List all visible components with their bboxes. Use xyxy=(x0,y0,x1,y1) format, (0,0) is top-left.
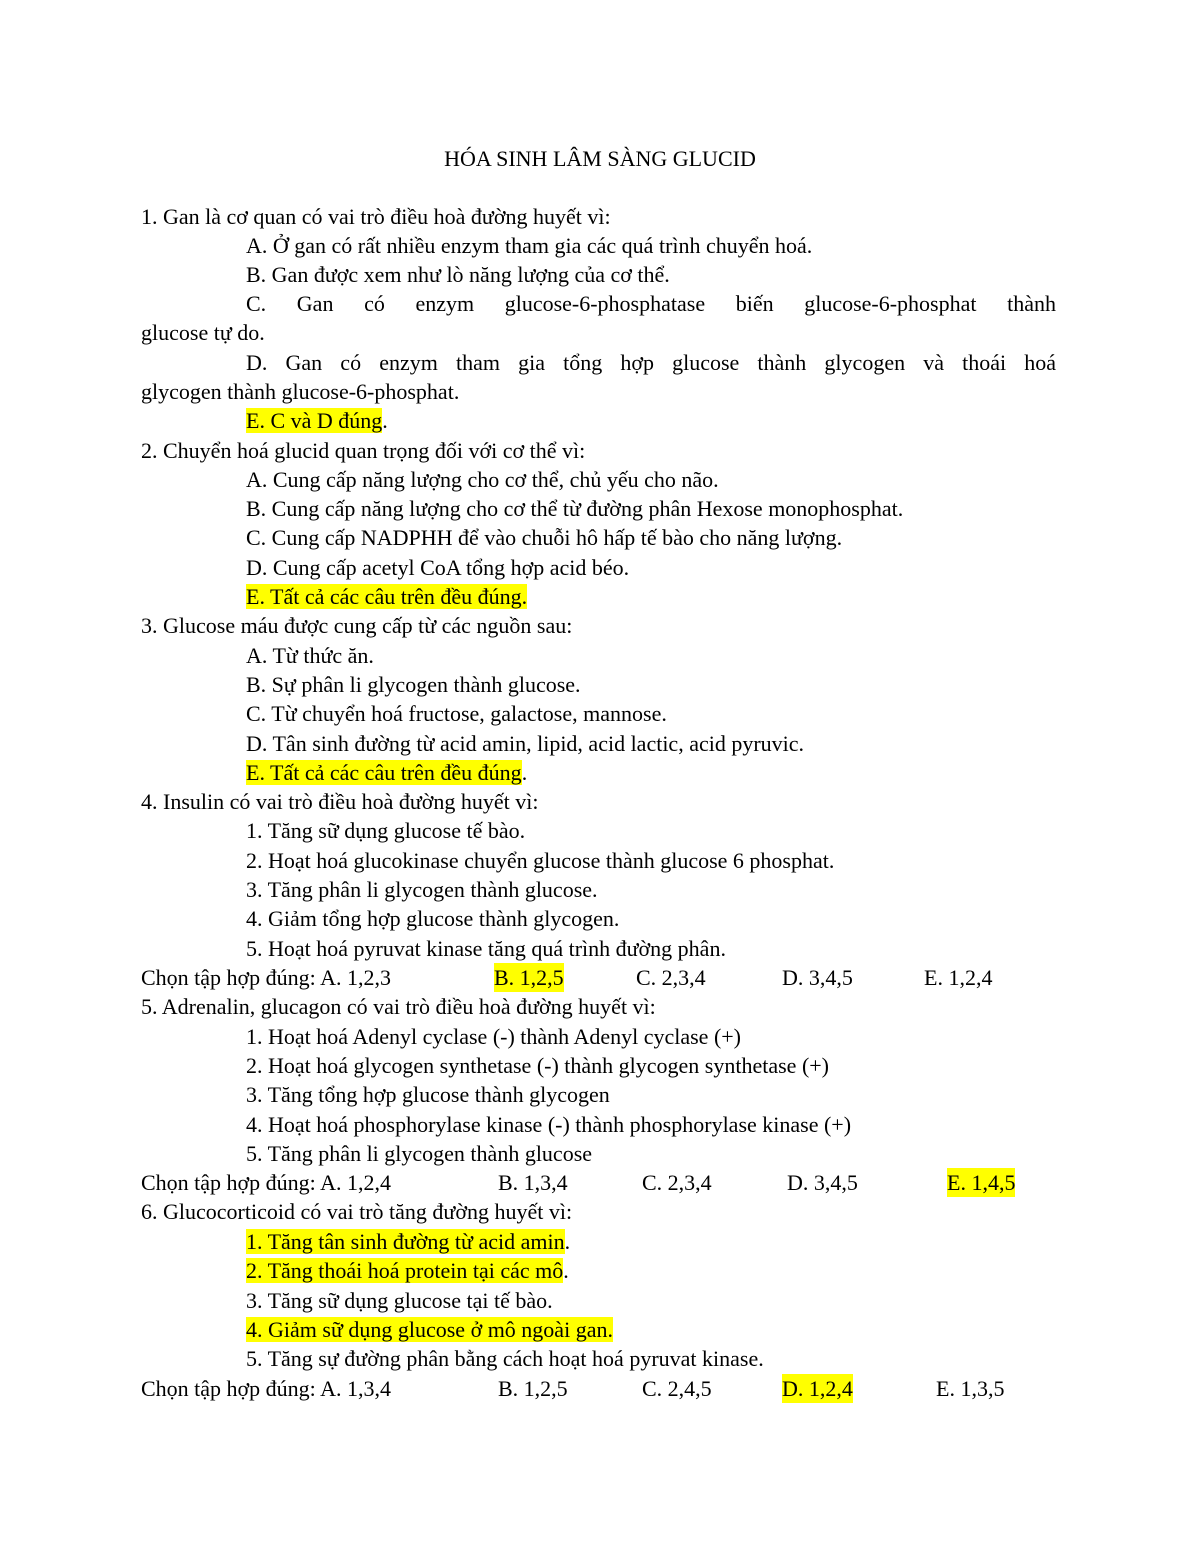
answer-d: D. 3,4,5 xyxy=(787,1170,858,1195)
question-4-item-1: 1. Tăng sữ dụng glucose tế bào. xyxy=(246,818,526,843)
answer-choose-a: Chọn tập hợp đúng: A. 1,3,4 xyxy=(141,1376,391,1401)
question-6-item-5: 5. Tăng sự đường phân bằng cách hoạt hoá pyruvat kinase. xyxy=(246,1346,764,1371)
question-1-option-c-line1: C. Gan có enzym glucose-6-phosphatase biến glucose-6-phosphat thành xyxy=(246,291,1056,316)
question-5-stem: 5. Adrenalin, glucagon có vai trò điều hoà đường huyết vì: xyxy=(141,994,656,1019)
question-1-option-e: E. C và D đúng. xyxy=(246,408,388,433)
question-1-option-b: B. Gan được xem như lò năng lượng của cơ thể. xyxy=(246,262,670,287)
answer-c: C. 2,3,4 xyxy=(636,965,706,990)
question-1-option-d-line2: glycogen thành glucose-6-phosphat. xyxy=(141,379,460,404)
question-6-item-4 xyxy=(246,1315,613,1344)
answer-b: B. 1,2,5 xyxy=(498,1376,568,1401)
question-1-option-a: A. Ở gan có rất nhiều enzym tham gia các quá trình chuyển hoá. xyxy=(246,233,813,258)
answer-highlight: E. 1,4,5 xyxy=(947,1170,1016,1195)
question-6-stem: 6. Glucocorticoid có vai trò tăng đường huyết vì: xyxy=(141,1199,573,1224)
question-4-item-3: 3. Tăng phân li glycogen thành glucose. xyxy=(246,877,598,902)
question-3-option-e: E. Tất cả các câu trên đều đúng. xyxy=(246,760,528,785)
question-2-option-d: D. Cung cấp acetyl CoA tổng hợp acid béo. xyxy=(246,555,630,580)
answer-e: E. 1,3,5 xyxy=(936,1376,1005,1401)
page-title: HÓA SINH LÂM SÀNG GLUCID xyxy=(444,146,756,171)
question-2-option-a: A. Cung cấp năng lượng cho cơ thể, chủ yếu cho não. xyxy=(246,467,719,492)
question-3-option-d: D. Tân sinh đường từ acid amin, lipid, acid lactic, acid pyruvic. xyxy=(246,731,805,756)
answer-highlight: E. Tất cả các câu trên đều đúng xyxy=(246,760,522,785)
question-1-option-c-line2: glucose tự do. xyxy=(141,320,265,345)
answer-c: C. 2,4,5 xyxy=(642,1376,712,1401)
question-5-item-1: 1. Hoạt hoá Adenyl cyclase (-) thành Adenyl cyclase (+) xyxy=(246,1024,742,1049)
question-4-item-2: 2. Hoạt hoá glucokinase chuyển glucose thành glucose 6 phosphat. xyxy=(246,848,835,873)
question-1-option-d-line1: D. Gan có enzym tham gia tổng hợp glucose thành glycogen và thoái hoá xyxy=(246,350,1056,375)
answer-highlight: D. 1,2,4 xyxy=(782,1376,853,1401)
question-5-item-3: 3. Tăng tổng hợp glucose thành glycogen xyxy=(246,1082,610,1107)
question-5-answer-row xyxy=(141,1168,1061,1197)
question-6-answer-row xyxy=(141,1374,1061,1403)
answer-highlight: 1. Tăng tân sinh đường từ acid amin xyxy=(246,1229,565,1254)
question-2-stem: 2. Chuyển hoá glucid quan trọng đối với cơ thể vì: xyxy=(141,438,586,463)
question-5-item-5: 5. Tăng phân li glycogen thành glucose xyxy=(246,1141,593,1166)
question-3-option-c: C. Từ chuyển hoá fructose, galactose, mannose. xyxy=(246,701,667,726)
answer-highlight: 4. Giảm sữ dụng glucose ở mô ngoài gan. xyxy=(246,1317,613,1342)
question-3-option-b: B. Sự phân li glycogen thành glucose. xyxy=(246,672,581,697)
answer-choose-a: Chọn tập hợp đúng: A. 1,2,3 xyxy=(141,965,391,990)
question-6-item-2: 2. Tăng thoái hoá protein tại các mô. xyxy=(246,1258,569,1283)
answer-highlight: E. Tất cả các câu trên đều đúng. xyxy=(246,584,528,609)
question-4-answer-row xyxy=(141,963,1061,992)
question-6-item-3: 3. Tăng sữ dụng glucose tại tế bào. xyxy=(246,1288,553,1313)
question-4-stem: 4. Insulin có vai trò điều hoà đường huyết vì: xyxy=(141,789,539,814)
question-2-option-b: B. Cung cấp năng lượng cho cơ thể từ đường phân Hexose monophosphat. xyxy=(246,496,904,521)
answer-highlight: 2. Tăng thoái hoá protein tại các mô xyxy=(246,1258,564,1283)
question-5-item-4: 4. Hoạt hoá phosphorylase kinase (-) thành phosphorylase kinase (+) xyxy=(246,1112,852,1137)
question-1-stem: 1. Gan là cơ quan có vai trò điều hoà đường huyết vì: xyxy=(141,204,611,229)
answer-highlight: E. C và D đúng xyxy=(246,408,383,433)
answer-d: D. 3,4,5 xyxy=(782,965,853,990)
answer-c: C. 2,3,4 xyxy=(642,1170,712,1195)
question-4-item-5: 5. Hoạt hoá pyruvat kinase tăng quá trình đường phân. xyxy=(246,936,726,961)
question-2-option-e xyxy=(246,582,527,611)
answer-e: E. 1,2,4 xyxy=(924,965,993,990)
question-5-item-2: 2. Hoạt hoá glycogen synthetase (-) thành glycogen synthetase (+) xyxy=(246,1053,830,1078)
answer-choose-a: Chọn tập hợp đúng: A. 1,2,4 xyxy=(141,1170,391,1195)
question-3-stem: 3. Glucose máu được cung cấp từ các nguồn sau: xyxy=(141,613,573,638)
question-3-option-a: A. Từ thức ăn. xyxy=(246,643,374,668)
answer-b: B. 1,3,4 xyxy=(498,1170,568,1195)
question-6-item-1: 1. Tăng tân sinh đường từ acid amin. xyxy=(246,1229,571,1254)
question-2-option-c: C. Cung cấp NADPHH để vào chuỗi hô hấp tế bào cho năng lượng. xyxy=(246,525,843,550)
question-4-item-4: 4. Giảm tổng hợp glucose thành glycogen. xyxy=(246,906,620,931)
answer-highlight: B. 1,2,5 xyxy=(494,965,564,990)
